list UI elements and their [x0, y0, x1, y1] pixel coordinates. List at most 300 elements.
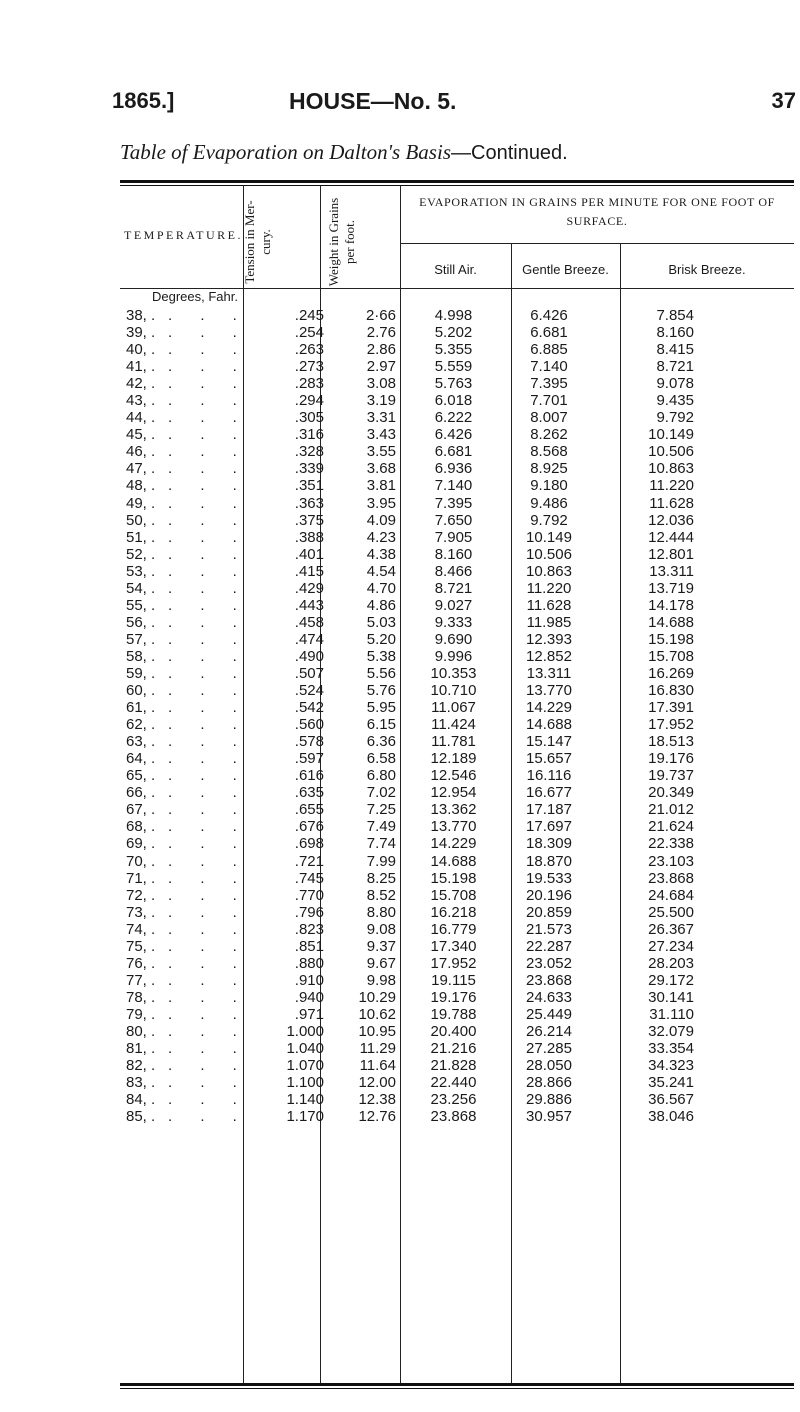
gentle-breeze-cell: 8.925: [530, 460, 568, 478]
gentle-breeze-cell: 12.852: [526, 647, 572, 665]
brisk-breeze-cell: 22.338: [648, 835, 694, 853]
gentle-breeze-cell: 12.393: [526, 630, 572, 648]
weight-cell: 4.09: [366, 511, 396, 529]
col-header-brisk-breeze: Brisk Breeze.: [668, 262, 746, 277]
still-air-cell: 12.546: [430, 767, 477, 785]
top-rule-thin: [120, 185, 794, 186]
weight-cell: 2.86: [366, 341, 396, 359]
still-air-cell: 17.952: [430, 954, 477, 972]
page-number: 37: [771, 88, 796, 113]
still-air-cell: 10.710: [430, 682, 477, 700]
tension-cell: .316: [294, 426, 324, 444]
weight-cell: 4.86: [366, 596, 396, 614]
table-row: [120, 1057, 794, 1074]
weight-cell: 3.08: [366, 375, 396, 393]
brisk-breeze-cell: 10.863: [648, 460, 694, 478]
temperature-cell: 72, .: [126, 886, 156, 904]
leader-dots: . . .: [168, 767, 249, 785]
brisk-breeze-cell: 17.391: [648, 699, 694, 717]
gentle-breeze-cell: 11.220: [526, 579, 572, 597]
leader-dots: . . .: [168, 324, 249, 342]
weight-cell: 10.29: [358, 988, 396, 1006]
temperature-cell: 69, .: [126, 835, 156, 853]
table-row: [120, 597, 794, 614]
brisk-breeze-cell: 14.178: [648, 596, 694, 614]
leader-dots: . . .: [168, 426, 249, 444]
still-air-cell: 9.996: [434, 647, 473, 665]
col-header-temperature: TEMPERATURE.: [124, 228, 244, 242]
temperature-cell: 80, .: [126, 1022, 156, 1040]
leader-dots: . . .: [168, 409, 249, 427]
brisk-breeze-cell: 30.141: [648, 988, 694, 1006]
temperature-cell: 63, .: [126, 733, 156, 751]
table-row: [120, 767, 794, 784]
still-air-cell: 8.466: [434, 562, 473, 580]
still-air-cell: 9.333: [434, 613, 473, 631]
leader-dots: . . .: [168, 494, 249, 512]
weight-cell: 11.29: [359, 1040, 396, 1058]
leader-dots: . . .: [168, 988, 249, 1006]
table-row: [120, 938, 794, 955]
weight-cell: 7.74: [366, 835, 396, 853]
temperature-cell: 60, .: [126, 682, 156, 700]
table-row: [120, 648, 794, 665]
still-air-cell: 12.189: [430, 750, 477, 768]
weight-cell: 12.76: [358, 1108, 396, 1126]
table-row: [120, 1023, 794, 1040]
still-air-cell: 15.708: [430, 886, 477, 904]
weight-cell: 4.23: [366, 528, 396, 546]
gentle-breeze-cell: 16.116: [526, 767, 572, 785]
leader-dots: . . .: [168, 630, 249, 648]
still-air-cell: 8.721: [434, 579, 473, 597]
tension-cell: .698: [294, 835, 324, 853]
brisk-breeze-cell: 20.349: [648, 784, 694, 802]
leader-dots: . . .: [168, 682, 249, 700]
weight-cell: 2.76: [366, 324, 396, 342]
weight-cell: 4.54: [366, 562, 396, 580]
gentle-breeze-cell: 20.196: [526, 886, 572, 904]
leader-dots: . . .: [168, 664, 249, 682]
tension-cell: .880: [294, 954, 324, 972]
still-air-cell: 19.115: [431, 971, 476, 989]
weight-cell: 5.76: [366, 682, 396, 700]
still-air-cell: 10.353: [430, 664, 477, 682]
brisk-breeze-cell: 8.160: [656, 324, 694, 342]
still-air-cell: 11.424: [431, 716, 476, 734]
temperature-cell: 48, .: [126, 477, 156, 495]
weight-cell: 3.68: [366, 460, 396, 478]
tension-cell: .770: [294, 886, 324, 904]
gentle-breeze-cell: 15.657: [526, 750, 572, 768]
leader-dots: . . .: [168, 1091, 249, 1109]
page-header: [112, 88, 796, 124]
still-air-cell: 6.222: [434, 409, 473, 427]
weight-cell: 4.38: [366, 545, 396, 563]
leader-dots: . . .: [168, 1108, 249, 1126]
leader-dots: . . .: [168, 733, 249, 751]
table-row: [120, 1108, 794, 1125]
leader-dots: . . .: [168, 1022, 249, 1040]
table-body: [120, 307, 794, 1125]
col-header-tension: Tension in Mer- cury.: [242, 200, 273, 284]
temperature-cell: 54, .: [126, 579, 156, 597]
weight-cell: 8.25: [366, 869, 396, 887]
gentle-breeze-cell: 23.868: [526, 971, 572, 989]
table-row: [120, 358, 794, 375]
brisk-breeze-cell: 23.868: [648, 869, 694, 887]
still-air-cell: 9.027: [434, 596, 473, 614]
temperature-cell: 39, .: [126, 324, 156, 342]
weight-cell: 5.56: [366, 664, 396, 682]
gentle-breeze-cell: 10.149: [526, 528, 572, 546]
degrees-label: Degrees, Fahr.: [152, 289, 238, 304]
brisk-breeze-cell: 25.500: [648, 903, 694, 921]
leader-dots: . . .: [168, 920, 249, 938]
brisk-breeze-cell: 9.435: [656, 392, 694, 410]
tension-cell: .721: [294, 852, 324, 870]
tension-cell: .401: [294, 545, 324, 563]
leader-dots: . . .: [168, 903, 249, 921]
temperature-cell: 82, .: [126, 1057, 156, 1075]
brisk-breeze-cell: 8.415: [656, 341, 694, 359]
weight-cell: 6.58: [366, 750, 396, 768]
temperature-cell: 67, .: [126, 801, 156, 819]
weight-cell: 7.99: [366, 852, 396, 870]
tension-cell: .263: [294, 341, 324, 359]
temperature-cell: 40, .: [126, 341, 156, 359]
tension-cell: .560: [294, 716, 324, 734]
temperature-cell: 43, .: [126, 392, 156, 410]
brisk-breeze-cell: 12.444: [648, 528, 694, 546]
temperature-cell: 85, .: [126, 1108, 156, 1126]
gentle-breeze-cell: 29.886: [526, 1091, 572, 1109]
tension-cell: .328: [294, 443, 324, 461]
table-row: [120, 853, 794, 870]
temperature-cell: 56, .: [126, 613, 156, 631]
table-row: [120, 972, 794, 989]
brisk-breeze-cell: 21.624: [648, 818, 694, 836]
brisk-breeze-cell: 15.198: [648, 630, 694, 648]
temperature-cell: 76, .: [126, 954, 156, 972]
brisk-breeze-cell: 28.203: [648, 954, 694, 972]
tension-cell: .474: [294, 630, 324, 648]
table-row: [120, 989, 794, 1006]
temperature-cell: 52, .: [126, 545, 156, 563]
weight-cell: 7.49: [366, 818, 396, 836]
brisk-breeze-cell: 31.110: [649, 1005, 694, 1023]
gentle-breeze-cell: 9.180: [530, 477, 568, 495]
table-row: [120, 580, 794, 597]
still-air-cell: 23.868: [430, 1108, 477, 1126]
gentle-breeze-cell: 22.287: [526, 937, 572, 955]
still-air-cell: 8.160: [434, 545, 473, 563]
still-air-cell: 13.770: [430, 818, 477, 836]
col-header-gentle-breeze: Gentle Breeze.: [522, 262, 609, 277]
gentle-breeze-cell: 6.681: [530, 324, 568, 342]
leader-dots: . . .: [168, 596, 249, 614]
tension-cell: .910: [294, 971, 324, 989]
gentle-breeze-cell: 7.395: [530, 375, 568, 393]
weight-cell: 9.37: [366, 937, 396, 955]
brisk-breeze-cell: 11.220: [649, 477, 694, 495]
temperature-cell: 44, .: [126, 409, 156, 427]
leader-dots: . . .: [168, 562, 249, 580]
gentle-breeze-cell: 6.885: [530, 341, 568, 359]
still-air-cell: 21.828: [430, 1057, 477, 1075]
tension-cell: .388: [294, 528, 324, 546]
temperature-cell: 62, .: [126, 716, 156, 734]
table-row: [120, 955, 794, 972]
table-row: [120, 443, 794, 460]
temperature-cell: 49, .: [126, 494, 156, 512]
table-row: [120, 818, 794, 835]
tension-cell: .524: [294, 682, 324, 700]
tension-cell: .676: [294, 818, 324, 836]
table-row: [120, 375, 794, 392]
table-row: [120, 460, 794, 477]
leader-dots: . . .: [168, 443, 249, 461]
leader-dots: . . .: [168, 699, 249, 717]
temperature-cell: 51, .: [126, 528, 156, 546]
leader-dots: . . .: [168, 579, 249, 597]
still-air-cell: 14.688: [430, 852, 477, 870]
leader-dots: . . .: [168, 358, 249, 376]
gentle-breeze-cell: 28.050: [526, 1057, 572, 1075]
weight-cell: 3.95: [366, 494, 396, 512]
temperature-cell: 81, .: [126, 1040, 156, 1058]
table-row: [120, 801, 794, 818]
gentle-breeze-cell: 14.688: [526, 716, 572, 734]
table-row: [120, 716, 794, 733]
bottom-rule: [120, 1383, 794, 1386]
leader-dots: . . .: [168, 528, 249, 546]
leader-dots: . . .: [168, 647, 249, 665]
table-row: [120, 784, 794, 801]
temperature-cell: 68, .: [126, 818, 156, 836]
gentle-breeze-cell: 7.140: [530, 358, 568, 376]
gentle-breeze-cell: 8.262: [530, 426, 568, 444]
brisk-breeze-cell: 34.323: [648, 1057, 694, 1075]
weight-cell: 7.25: [366, 801, 396, 819]
brisk-breeze-cell: 8.721: [656, 358, 694, 376]
top-rule: [120, 180, 794, 183]
gentle-breeze-cell: 21.573: [526, 920, 572, 938]
weight-cell: 5.20: [366, 630, 396, 648]
brisk-breeze-cell: 9.792: [656, 409, 694, 427]
tension-cell: .458: [294, 613, 324, 631]
weight-cell: 9.08: [366, 920, 396, 938]
brisk-breeze-cell: 26.367: [648, 920, 694, 938]
weight-cell: 3.55: [366, 443, 396, 461]
temperature-cell: 41, .: [126, 358, 156, 376]
leader-dots: . . .: [168, 1057, 249, 1075]
table-row: [120, 426, 794, 443]
gentle-breeze-cell: 17.187: [526, 801, 572, 819]
temperature-cell: 57, .: [126, 630, 156, 648]
gentle-breeze-cell: 16.677: [526, 784, 572, 802]
weight-cell: 3.43: [366, 426, 396, 444]
table-row: [120, 546, 794, 563]
leader-dots: . . .: [168, 460, 249, 478]
temperature-cell: 47, .: [126, 460, 156, 478]
temperature-cell: 79, .: [126, 1005, 156, 1023]
table-row: [120, 835, 794, 852]
temperature-cell: 65, .: [126, 767, 156, 785]
gentle-breeze-cell: 10.863: [526, 562, 572, 580]
temperature-cell: 64, .: [126, 750, 156, 768]
temperature-cell: 58, .: [126, 647, 156, 665]
temperature-cell: 71, .: [126, 869, 156, 887]
still-air-cell: 5.763: [434, 375, 473, 393]
brisk-breeze-cell: 7.854: [656, 307, 694, 324]
table-row: [120, 409, 794, 426]
tension-cell: .823: [294, 920, 324, 938]
brisk-breeze-cell: 29.172: [648, 971, 694, 989]
weight-cell: 12.00: [358, 1074, 396, 1092]
weight-cell: 12.38: [358, 1091, 396, 1109]
leader-dots: . . .: [168, 613, 249, 631]
leader-dots: . . .: [168, 1074, 249, 1092]
temperature-cell: 50, .: [126, 511, 156, 529]
tension-cell: .254: [294, 324, 324, 342]
still-air-cell: 15.198: [430, 869, 477, 887]
brisk-breeze-cell: 10.149: [648, 426, 694, 444]
gentle-breeze-cell: 28.866: [526, 1074, 572, 1092]
still-air-cell: 16.779: [430, 920, 477, 938]
brisk-breeze-cell: 9.078: [656, 375, 694, 393]
col-group-evaporation: EVAPORATION IN GRAINS PER MINUTE FOR ONE FOOT OF SURFACE.: [419, 195, 775, 228]
brisk-breeze-cell: 36.567: [648, 1091, 694, 1109]
brisk-breeze-cell: 11.628: [649, 494, 694, 512]
brisk-breeze-cell: 12.036: [648, 511, 694, 529]
brisk-breeze-cell: 14.688: [648, 613, 694, 631]
still-air-cell: 7.395: [434, 494, 473, 512]
table-row: [120, 341, 794, 358]
header-year: 1865.]: [112, 88, 175, 113]
still-air-cell: 6.426: [434, 426, 473, 444]
temperature-cell: 77, .: [126, 971, 156, 989]
temperature-cell: 73, .: [126, 903, 156, 921]
gentle-breeze-cell: 14.229: [526, 699, 572, 717]
temperature-cell: 78, .: [126, 988, 156, 1006]
brisk-breeze-cell: 10.506: [648, 443, 694, 461]
table-row: [120, 477, 794, 494]
temperature-cell: 74, .: [126, 920, 156, 938]
gentle-breeze-cell: 8.007: [530, 409, 568, 427]
still-air-cell: 13.362: [430, 801, 477, 819]
gentle-breeze-cell: 30.957: [526, 1108, 572, 1126]
still-air-cell: 9.690: [434, 630, 473, 648]
temperature-cell: 42, .: [126, 375, 156, 393]
table-row: [120, 307, 794, 324]
weight-cell: 8.80: [366, 903, 396, 921]
gentle-breeze-cell: 11.628: [526, 596, 572, 614]
col-header-still-air: Still Air.: [434, 262, 477, 277]
leader-dots: . . .: [168, 784, 249, 802]
weight-cell: 10.62: [358, 1005, 396, 1023]
table-row: [120, 733, 794, 750]
temperature-cell: 45, .: [126, 426, 156, 444]
gentle-breeze-cell: 9.792: [530, 511, 568, 529]
leader-dots: . . .: [168, 954, 249, 972]
temperature-cell: 53, .: [126, 562, 156, 580]
leader-dots: . . .: [168, 886, 249, 904]
tension-cell: .443: [294, 596, 324, 614]
weight-cell: 6.15: [366, 716, 396, 734]
leader-dots: . . .: [168, 937, 249, 955]
weight-cell: 4.70: [366, 579, 396, 597]
brisk-breeze-cell: 27.234: [648, 937, 694, 955]
group-rule: [400, 243, 794, 244]
table-row: [120, 887, 794, 904]
temperature-cell: 70, .: [126, 852, 156, 870]
gentle-breeze-cell: 15.147: [526, 733, 572, 751]
still-air-cell: 19.176: [430, 988, 477, 1006]
still-air-cell: 17.340: [430, 937, 477, 955]
table-row: [120, 1040, 794, 1057]
weight-cell: 6.80: [366, 767, 396, 785]
table-row: [120, 563, 794, 580]
still-air-cell: 7.650: [434, 511, 473, 529]
still-air-cell: 20.400: [430, 1022, 477, 1040]
still-air-cell: 16.218: [430, 903, 477, 921]
gentle-breeze-cell: 11.985: [526, 613, 572, 631]
gentle-breeze-cell: 8.568: [530, 443, 568, 461]
brisk-breeze-cell: 13.311: [649, 562, 694, 580]
table-caption: [120, 140, 568, 165]
tension-cell: .578: [294, 733, 324, 751]
still-air-cell: 7.905: [434, 528, 473, 546]
leader-dots: . . .: [168, 545, 249, 563]
gentle-breeze-cell: 13.770: [526, 682, 572, 700]
tension-cell: .597: [294, 750, 324, 768]
still-air-cell: 21.216: [430, 1040, 477, 1058]
weight-cell: 9.67: [366, 954, 396, 972]
leader-dots: . . .: [168, 1040, 249, 1058]
tension-cell: .616: [294, 767, 324, 785]
brisk-breeze-cell: 18.513: [648, 733, 694, 751]
brisk-breeze-cell: 23.103: [648, 852, 694, 870]
weight-cell: 3.31: [366, 409, 396, 427]
table-row: [120, 665, 794, 682]
gentle-breeze-cell: 20.859: [526, 903, 572, 921]
table-row: [120, 699, 794, 716]
still-air-cell: 23.256: [430, 1091, 477, 1109]
gentle-breeze-cell: 24.633: [526, 988, 572, 1006]
tension-cell: .745: [294, 869, 324, 887]
still-air-cell: 5.202: [434, 324, 473, 342]
brisk-breeze-cell: 21.012: [648, 801, 694, 819]
brisk-breeze-cell: 19.737: [648, 767, 694, 785]
weight-cell: 11.64: [359, 1057, 396, 1075]
leader-dots: . . .: [168, 307, 249, 324]
tension-cell: 1.170: [286, 1108, 324, 1126]
table-row: [120, 921, 794, 938]
bottom-rule-thin: [120, 1388, 794, 1389]
still-air-cell: 12.954: [430, 784, 477, 802]
leader-dots: . . .: [168, 801, 249, 819]
tension-cell: .655: [294, 801, 324, 819]
tension-cell: .294: [294, 392, 324, 410]
brisk-breeze-cell: 38.046: [648, 1108, 694, 1126]
table-row: [120, 1091, 794, 1108]
tension-cell: .507: [294, 664, 324, 682]
leader-dots: . . .: [168, 392, 249, 410]
table-row: [120, 904, 794, 921]
tension-cell: .351: [294, 477, 324, 495]
brisk-breeze-cell: 16.269: [648, 664, 694, 682]
